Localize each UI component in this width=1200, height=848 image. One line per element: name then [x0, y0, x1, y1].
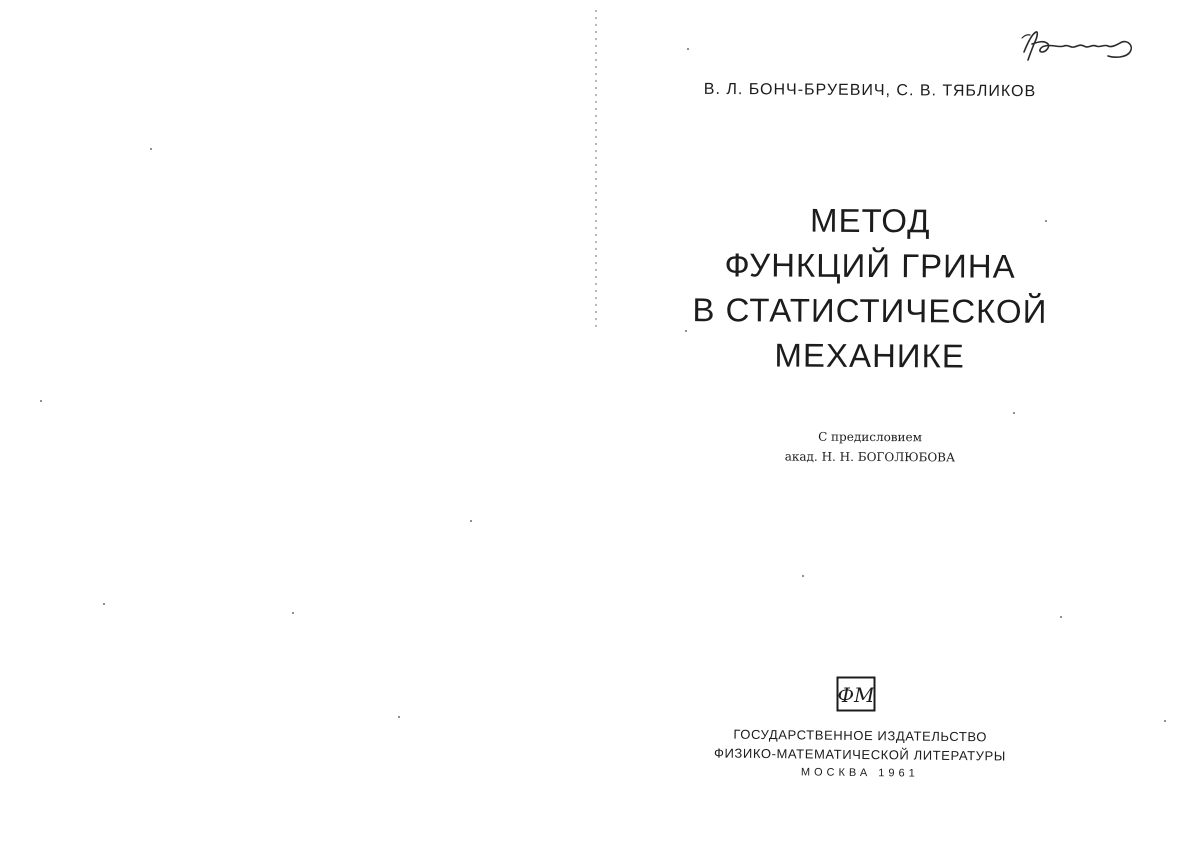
book-title	[620, 197, 1121, 380]
paper-speck	[103, 603, 105, 605]
preface-line: акад. Н. Н. БОГОЛЮБОВА	[784, 449, 956, 465]
book-title-line: В СТАТИСТИЧЕСКОЙ	[692, 291, 1048, 330]
book-title-line: МЕТОД	[810, 201, 931, 240]
left-page-blank	[0, 0, 596, 848]
paper-speck	[802, 575, 804, 577]
publisher-line: ФИЗИКО-МАТЕМАТИЧЕСКОЙ ЛИТЕРАТУРЫ	[713, 745, 1007, 764]
book-title-line: ФУНКЦИЙ ГРИНА	[724, 246, 1016, 285]
title-page	[597, 0, 1200, 848]
paper-speck	[1013, 412, 1015, 414]
publisher-block	[660, 724, 1061, 785]
handwritten-signature-icon	[1018, 22, 1144, 68]
imprint-line: МОСКВА 1961	[800, 766, 919, 780]
paper-speck	[470, 520, 472, 522]
paper-speck	[687, 48, 689, 50]
logo-mark: ФМ	[837, 683, 875, 707]
preface-line: С предисловием	[818, 429, 923, 445]
paper-speck	[398, 716, 400, 718]
publisher-logo-icon	[836, 676, 876, 712]
paper-speck	[292, 612, 294, 614]
paper-speck	[1060, 616, 1062, 618]
book-title-line: МЕХАНИКЕ	[774, 336, 965, 375]
book-authors: В. Л. БОНЧ-БРУЕВИЧ, С. В. ТЯБЛИКОВ	[703, 80, 1037, 101]
paper-speck	[40, 400, 42, 402]
paper-speck	[1164, 720, 1166, 722]
publisher-line: ГОСУДАРСТВЕННОЕ ИЗДАТЕЛЬСТВО	[733, 726, 988, 745]
paper-speck	[150, 148, 152, 150]
preface-note	[720, 426, 1020, 468]
